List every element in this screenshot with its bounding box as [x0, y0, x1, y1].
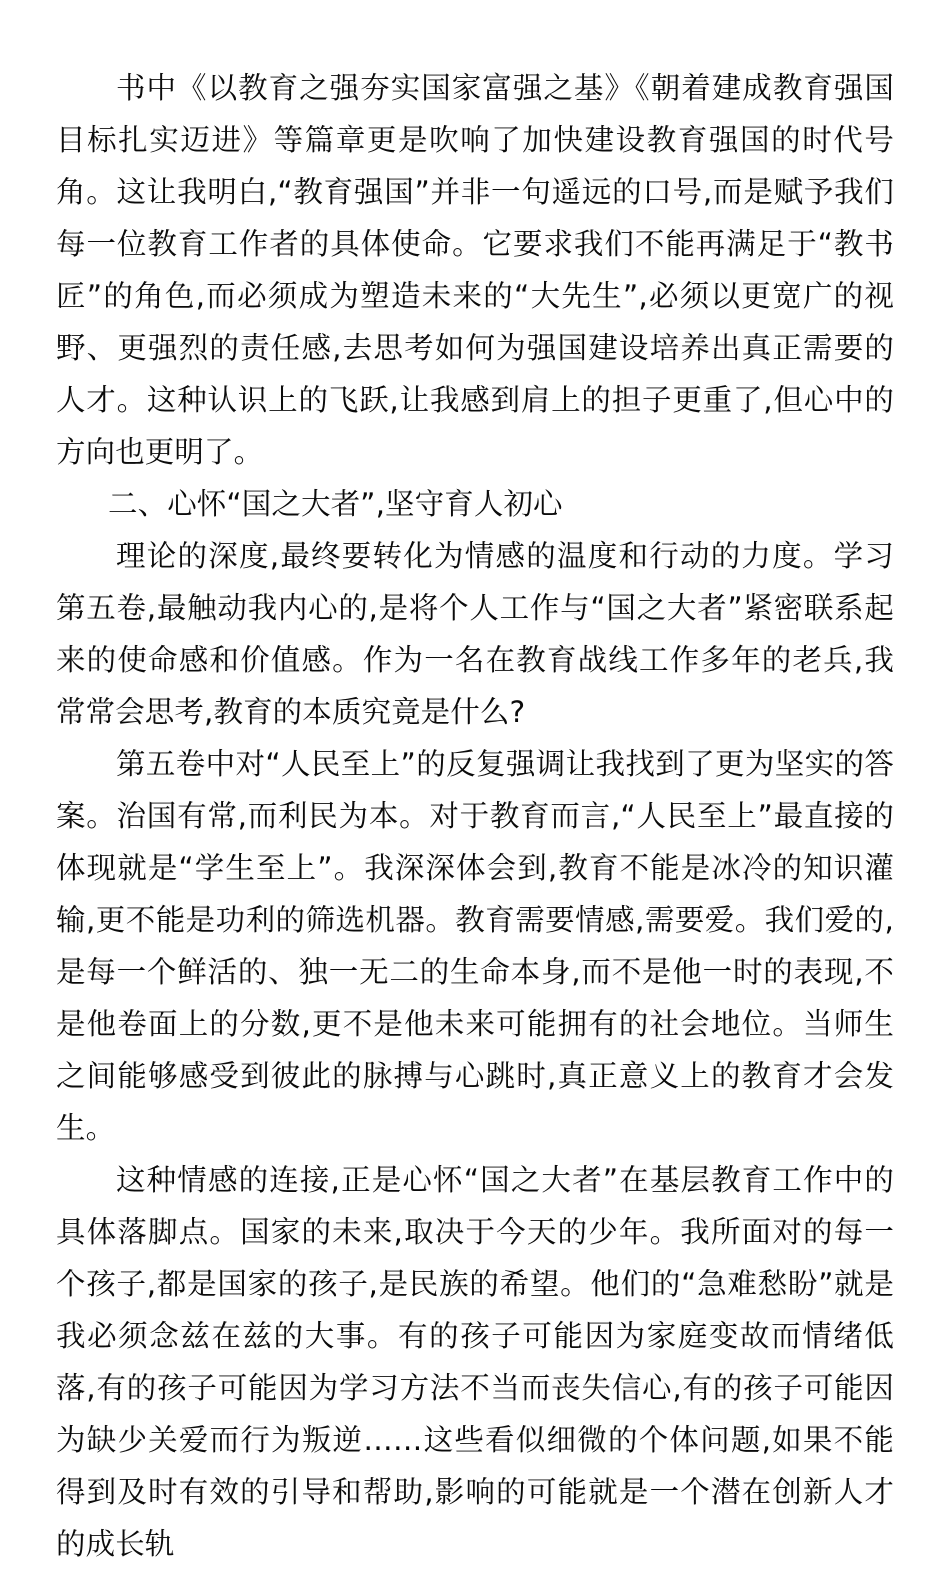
paragraph-1: 书中《以教育之强夯实国家富强之基》《朝着建成教育强国目标扎实迈进》等篇章更是吹响了加快建设教育强国的时代号角。这让我明白,“教育强国”并非一句遥远的口号,而是赋予我们每一位教育工作者的具体使命。它要求我们不能再满足于“教书匠”的角色,而必须成为塑造未来的“大先生”,必须以更宽广的视野、更强烈的责任感,去思考如何为强国建设培养出真正需要的人才。这种认识上的飞跃,让我感到肩上的担子更重了,但心中的方向也更明了。 — [56, 71, 894, 469]
section-heading-2: 二、心怀“国之大者”,坚守育人初心 — [108, 487, 563, 521]
paragraph-4: 这种情感的连接,正是心怀“国之大者”在基层教育工作中的具体落脚点。国家的未来,取决于今天的少年。我所面对的每一个孩子,都是国家的孩子,是民族的希望。他们的“急难愁盼”就是我必须念兹在兹的大事。有的孩子可能因为家庭变故而情绪低落,有的孩子可能因为学习方法不当而丧失信心,有的孩子可能因为缺少关爱而行为叛逆……这些看似细微的个体问题,如果不能得到及时有效的引导和帮助,影响的可能就是一个潜在创新人才的成长轨 — [56, 1163, 894, 1561]
paragraph-3: 第五卷中对“人民至上”的反复强调让我找到了更为坚实的答案。治国有常,而利民为本。对于教育而言,“人民至上”最直接的体现就是“学生至上”。我深深体会到,教育不能是冰冷的知识灌输,更不能是功利的筛选机器。教育需要情感,需要爱。我们爱的,是每一个鲜活的、独一无二的生命本身,而不是他一时的表现,不是他卷面上的分数,更不是他未来可能拥有的社会地位。当师生之间能够感受到彼此的脉搏与心跳时,真正意义上的教育才会发生。 — [56, 747, 894, 1145]
paragraph-2: 理论的深度,最终要转化为情感的温度和行动的力度。学习第五卷,最触动我内心的,是将个人工作与“国之大者”紧密联系起来的使命感和价值感。作为一名在教育战线工作多年的老兵,我常常会思考,教育的本质究竟是什么? — [56, 539, 894, 729]
